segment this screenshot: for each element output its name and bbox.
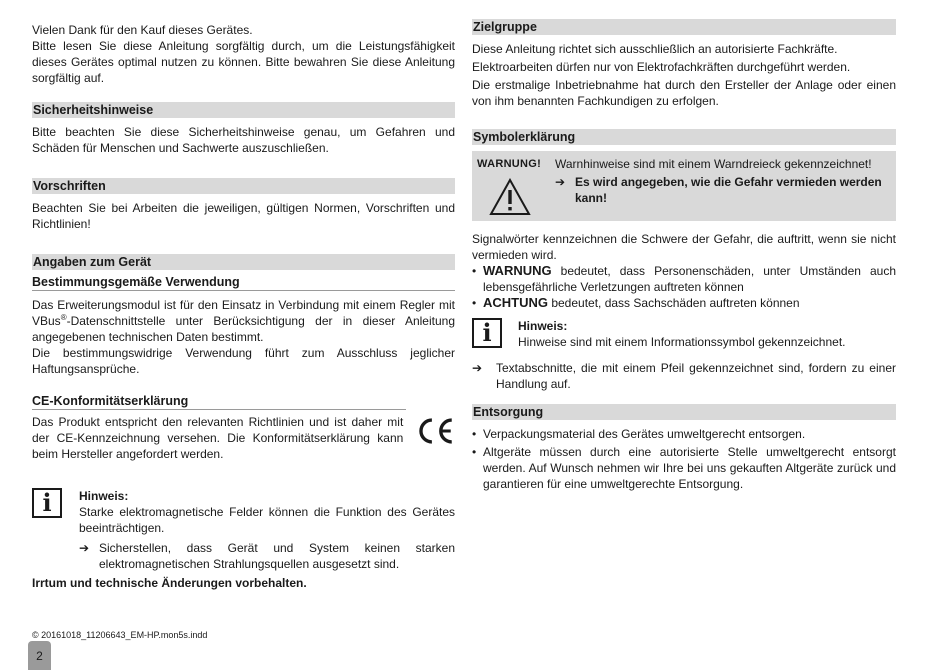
registered-mark: ® (60, 313, 67, 322)
intended-text-part-a: Das Erweiterungsmodul ist für den Einsatz in Verbindung mit einem Regler mit VBus (32, 298, 455, 328)
intended-text-part-b: -Datenschnittstelle unter Berücksichtigung der in dieser Anleitung angegebenen technischen Daten bestimmt. (32, 314, 455, 344)
warning-arrow-item (555, 174, 891, 206)
right-column (472, 19, 896, 492)
arrow-explanation (472, 360, 896, 392)
intended-use-heading: Bestimmungsgemäße Verwendung (32, 274, 455, 291)
page-number: 2 (28, 641, 51, 670)
safety-text: Bitte beachten Sie diese Sicherheitshinweise genau, um Gefahren und Schäden für Menschen und Sachwerte auszuschließen. (32, 125, 455, 155)
bullet-warnung-text (483, 263, 896, 295)
note-arrow-item (79, 540, 455, 572)
footer-file-note: © 20161018_11206643_EM-HP.mon5s.indd (32, 630, 208, 640)
safety-heading: Sicherheitshinweise (32, 102, 455, 118)
note-arrow-text: Sicherstellen, dass Gerät und System keinen starken elektromagnetischen Strahlungsquellen ausgesetzt sind. (99, 541, 455, 571)
ce-heading: CE-Konformitätserklärung (32, 393, 406, 410)
disposal-item-1 (472, 426, 896, 442)
achtung-desc: bedeutet, dass Sachschäden auftreten können (548, 296, 800, 310)
ce-text: Das Produkt entspricht den relevanten Richtlinien und ist daher mit der CE-Kennzeichnung versehen. Die Konformitätserklärung kann beim Hersteller angefordert werden. (32, 415, 404, 461)
info-icon: i (32, 488, 62, 518)
note-text: Starke elektromagnetische Felder können die Funktion des Gerätes beeinträchtigen. (79, 505, 455, 535)
arrow-icon: ➔ (472, 361, 483, 375)
warning-label: WARNUNG! (477, 158, 542, 170)
target-text-1: Diese Anleitung richtet sich ausschließlich an autorisierte Fachkräfte. (472, 42, 838, 56)
ce-mark-icon (415, 416, 455, 446)
info-title: Hinweis: (518, 319, 568, 333)
info-icon: i (472, 318, 502, 348)
disposal-text-1: Verpackungsmaterial des Gerätes umweltgerecht entsorgen. (483, 427, 806, 441)
target-text-2: Elektroarbeiten dürfen nur von Elektrofachkräften durchgeführt werden. (472, 60, 851, 74)
warning-box (472, 151, 896, 221)
warning-right (555, 156, 891, 215)
arrow-icon: ➔ (555, 175, 566, 189)
warnung-word: WARNUNG (483, 263, 552, 278)
regulations-heading: Vorschriften (32, 178, 455, 194)
note-content (79, 488, 455, 572)
note-title: Hinweis: (79, 489, 129, 503)
disposal-heading: Entsorgung (472, 404, 896, 420)
warning-arrow-text: Es wird angegeben, wie die Gefahr vermieden werden kann! (575, 175, 882, 205)
regulations-text: Beachten Sie bei Arbeiten die jeweiligen, gültigen Normen, Vorschriften und Richtlinien! (32, 201, 455, 231)
intended-use-text (32, 297, 455, 345)
achtung-word: ACHTUNG (483, 295, 548, 310)
symbols-heading: Symbolerklärung (472, 129, 896, 145)
bullet-icon: • (472, 296, 477, 310)
bullet-warnung (472, 263, 896, 295)
note-box (32, 488, 455, 572)
bullet-achtung-text (483, 295, 896, 311)
misuse-text: Die bestimmungswidrige Verwendung führt zum Ausschluss jeglicher Haftungsansprüche. (32, 346, 455, 376)
intro-thanks: Vielen Dank für den Kauf dieses Gerätes. (32, 23, 253, 37)
bullet-achtung (472, 295, 896, 311)
left-column (32, 22, 455, 572)
intro-instructions: Bitte lesen Sie diese Anleitung sorgfältig durch, um die Leistungsfähigkeit dieses Gerätes optimal nutzen zu können. Bitte bewahren Sie diese Anleitung sorgfältig auf. (32, 39, 455, 85)
arrow-explanation-text: Textabschnitte, die mit einem Pfeil gekennzeichnet sind, fordern zu einer Handlung auf. (496, 361, 896, 391)
warning-text: Warnhinweise sind mit einem Warndreieck gekennzeichnet! (555, 157, 872, 171)
target-text-3: Die erstmalige Inbetriebnahme hat durch den Ersteller der Anlage oder einen von ihm benannten Fachkundigen zu erfolgen. (472, 78, 896, 108)
disposal-text-2: Altgeräte müssen durch eine autorisierte Stelle umweltgerecht entsorgt werden. Auf Wunsch nehmen wir Ihre bei uns gekauften Altgeräte zurück und garantieren für eine umweltgerechte Entsorgung. (483, 445, 896, 491)
target-group-heading: Zielgruppe (472, 19, 896, 35)
info-symbol-box (472, 318, 896, 350)
device-heading: Angaben zum Gerät (32, 254, 455, 270)
warning-left (477, 156, 555, 215)
info-symbol-content (518, 318, 846, 350)
ce-section (32, 414, 455, 462)
info-text: Hinweise sind mit einem Informationssymbol gekennzeichnet. (518, 335, 846, 349)
bullet-icon: • (472, 427, 477, 441)
bullet-icon: • (472, 264, 477, 278)
disposal-item-2 (472, 444, 896, 492)
warnung-desc: bedeutet, dass Personenschäden, unter Umständen auch lebensgefährliche Verletzungen auftreten können (483, 264, 896, 294)
bullet-icon: • (472, 445, 477, 459)
disclaimer: Irrtum und technische Änderungen vorbehalten. (32, 576, 307, 590)
signal-words-text: Signalwörter kennzeichnen die Schwere der Gefahr, die auftritt, wenn sie nicht vermieden wird. (472, 232, 896, 262)
arrow-icon: ➔ (79, 541, 90, 555)
warning-triangle-icon (489, 178, 531, 216)
